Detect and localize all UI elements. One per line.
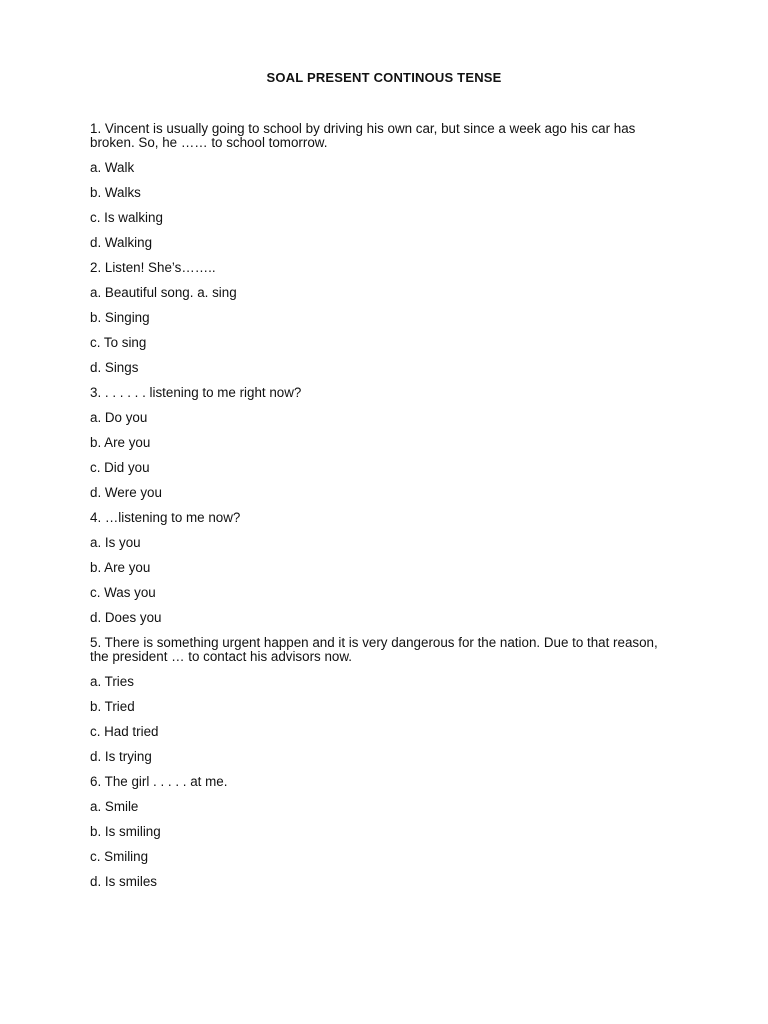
answer-option: b. Is smiling: [90, 824, 161, 839]
document-title: SOAL PRESENT CONTINOUS TENSE: [266, 70, 502, 85]
answer-option: a. Walk: [90, 160, 135, 175]
answer-option: c. Had tried: [90, 724, 159, 739]
question-text: 5. There is something urgent happen and it is very dangerous for the nation. Due to that reason, the president … to contact his advisors now.: [90, 635, 658, 664]
answer-option: b. Are you: [90, 435, 151, 450]
question-block: [90, 261, 670, 375]
answer-option: d. Does you: [90, 610, 162, 625]
answer-option: a. Smile: [90, 799, 139, 814]
answer-option: d. Is trying: [90, 749, 152, 764]
question-block: [90, 386, 670, 500]
question-block: [90, 636, 670, 764]
answer-option: d. Walking: [90, 235, 153, 250]
question-text: 4. …listening to me now?: [90, 510, 241, 525]
answer-option: b. Singing: [90, 310, 150, 325]
answer-option: a. Tries: [90, 674, 134, 689]
question-text: 2. Listen! She’s……..: [90, 260, 216, 275]
answer-option: c. Did you: [90, 460, 150, 475]
question-text: 3. . . . . . . listening to me right now?: [90, 385, 302, 400]
answer-option: c. Was you: [90, 585, 156, 600]
answer-option: d. Is smiles: [90, 874, 157, 889]
question-block: [90, 511, 670, 625]
answer-option: d. Sings: [90, 360, 139, 375]
answer-option: b. Tried: [90, 699, 135, 714]
question-block: [90, 122, 670, 250]
question-text: 6. The girl . . . . . at me.: [90, 774, 228, 789]
answer-option: c. To sing: [90, 335, 147, 350]
question-list: [90, 122, 670, 900]
question-block: [90, 775, 670, 889]
question-text: 1. Vincent is usually going to school by driving his own car, but since a week ago his car has broken. So, he …… to school tomorrow.: [90, 121, 636, 150]
answer-option: b. Walks: [90, 185, 141, 200]
answer-option: a. Do you: [90, 410, 148, 425]
answer-option: a. Beautiful song. a. sing: [90, 285, 237, 300]
answer-option: b. Are you: [90, 560, 151, 575]
answer-option: d. Were you: [90, 485, 162, 500]
answer-option: a. Is you: [90, 535, 141, 550]
answer-option: c. Smiling: [90, 849, 149, 864]
answer-option: c. Is walking: [90, 210, 163, 225]
